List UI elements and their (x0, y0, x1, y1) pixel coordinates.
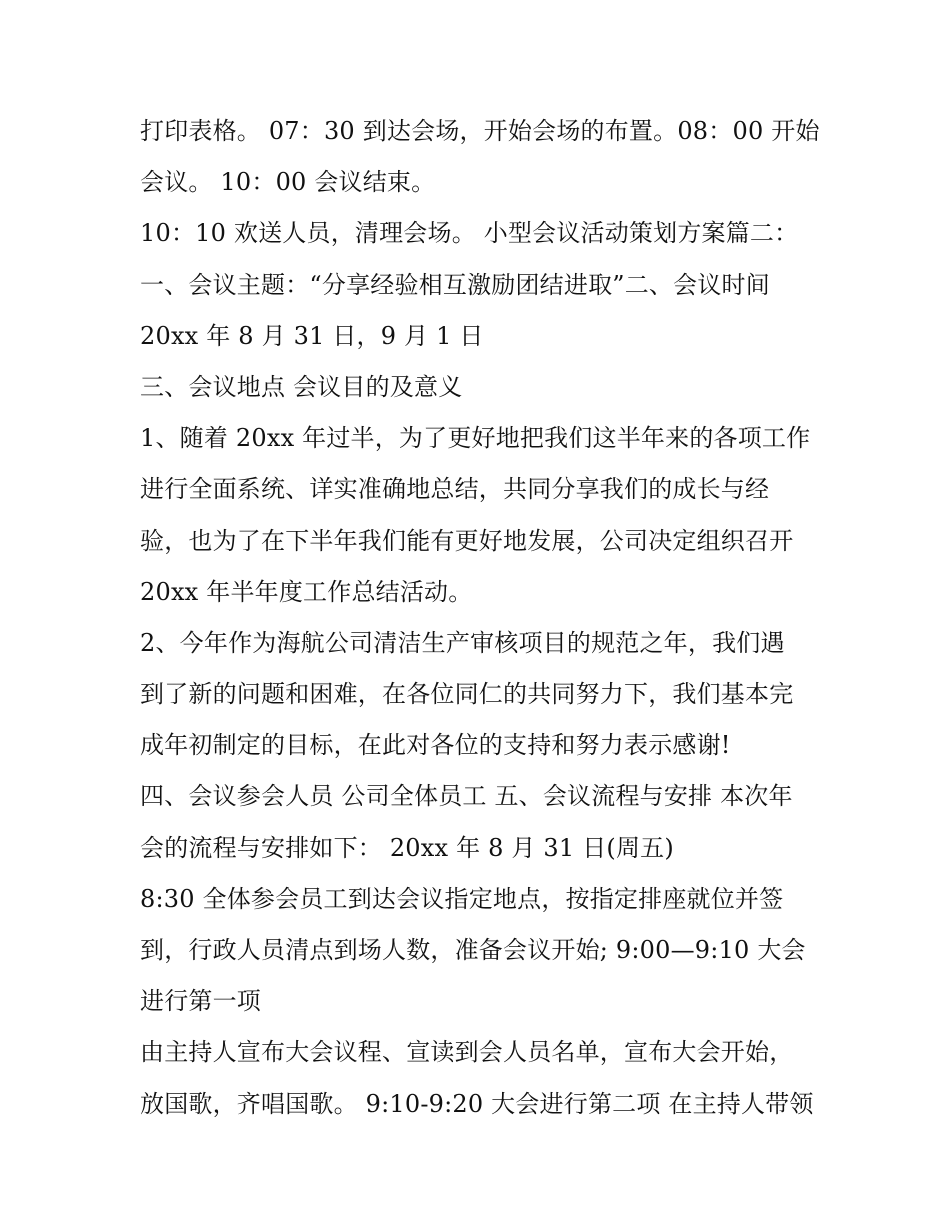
document-body (140, 106, 820, 1130)
text-line: 进行全面系统、详实准确地总结，共同分享我们的成长与经 (140, 475, 770, 504)
text-line: 四、会议参会人员 公司全体员工 五、会议流程与安排 本次年 (140, 782, 793, 811)
text-line: 10：10 欢送人员，清理会场。 小型会议活动策划方案篇二： (140, 219, 799, 248)
text-line: 进行第一项 (140, 987, 261, 1016)
text-line: 会议。 10：00 会议结束。 (140, 168, 436, 197)
text-line: 20xx 年半年度工作总结活动。 (140, 577, 473, 606)
text-line: 验，也为了在下半年我们能有更好地发展，公司决定组织召开 (140, 526, 794, 555)
text-line: 成年初制定的目标，在此对各位的支持和努力表示感谢! (140, 731, 731, 760)
text-line: 放国歌，齐唱国歌。 9:10-9:20 大会进行第二项 在主持人带领 (140, 1089, 814, 1118)
text-line: 20xx 年 8 月 31 日，9 月 1 日 (140, 321, 484, 350)
text-line: 2、今年作为海航公司清洁生产审核项目的规范之年，我们遇 (140, 628, 785, 657)
text-line: 到了新的问题和困难，在各位同仁的共同努力下，我们基本完 (140, 680, 794, 709)
text-line: 由主持人宣布大会议程、宣读到会人员名单，宣布大会开始， (140, 1038, 794, 1067)
text-line: 会的流程与安排如下： 20xx 年 8 月 31 日(周五) (140, 833, 674, 862)
text-line: 8:30 全体参会员工到达会议指定地点，按指定排座就位并签 (140, 884, 784, 913)
text-line: 1、随着 20xx 年过半，为了更好地把我们这半年来的各项工作 (140, 424, 811, 453)
text-line: 到，行政人员清点到场人数，准备会议开始; 9:00—9:10 大会 (140, 936, 806, 964)
text-line: 一、会议主题：“分享经验相互激励团结进取”二、会议时间 (140, 270, 770, 299)
text-line: 三、会议地点 会议目的及意义 (140, 372, 463, 401)
text-line: 打印表格。 07：30 到达会场，开始会场的布置。08：00 开始 (140, 117, 820, 145)
